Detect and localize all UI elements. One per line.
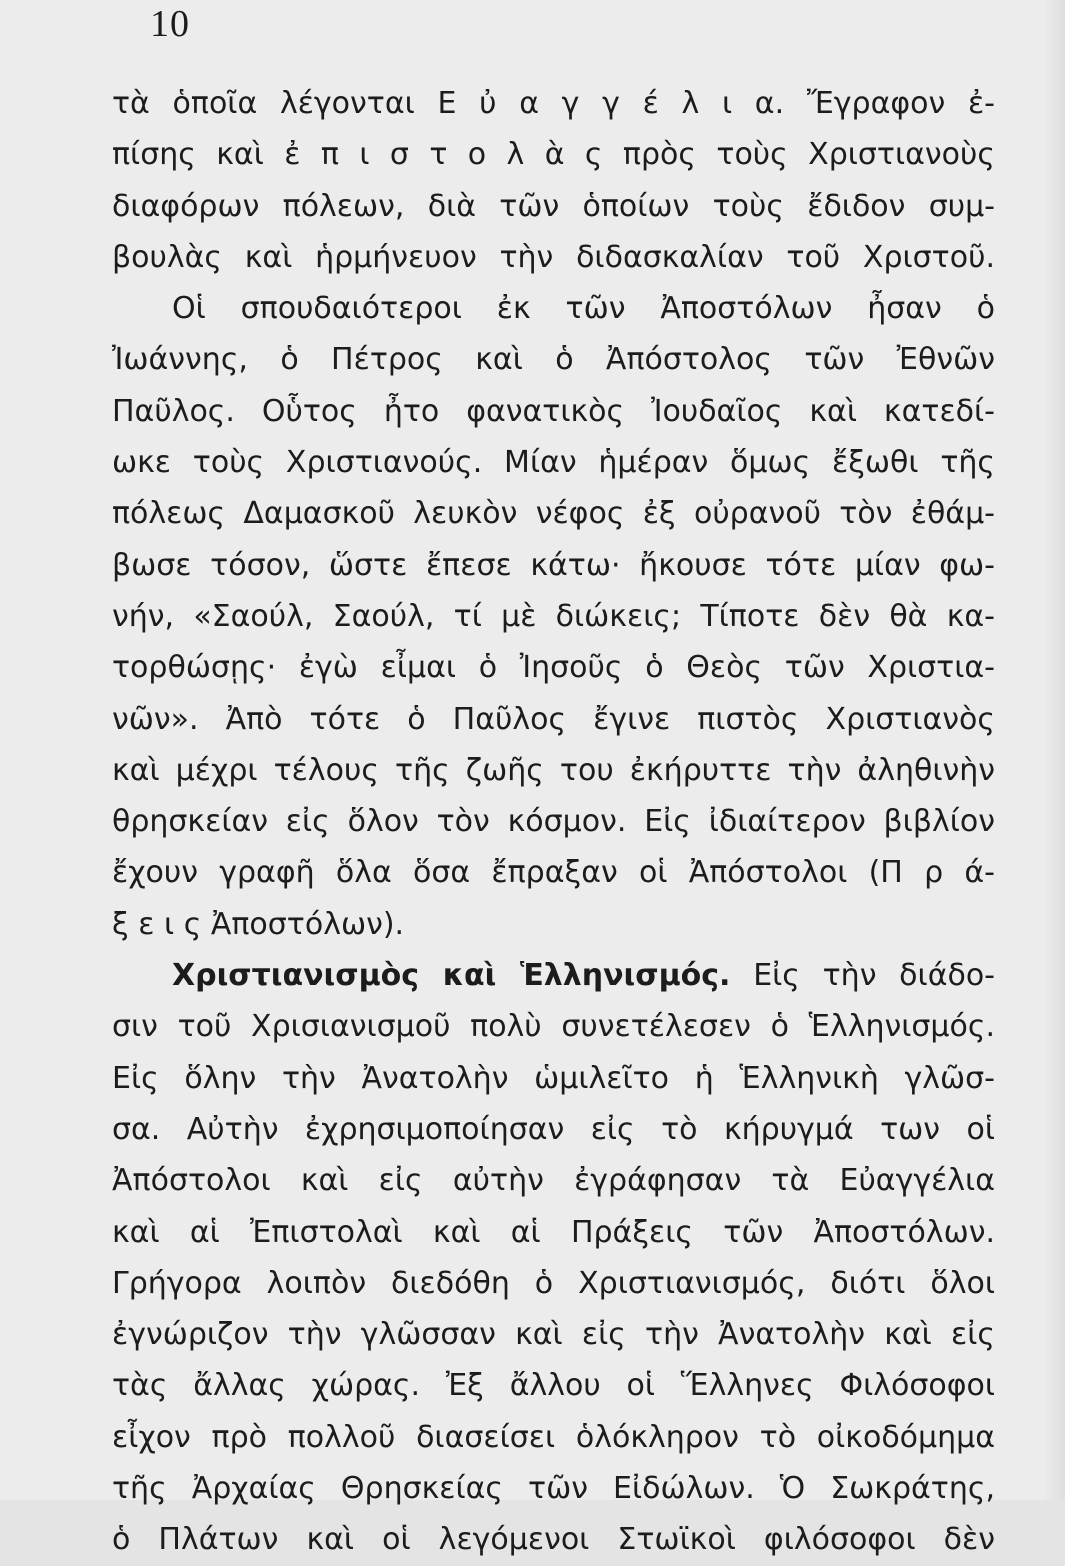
- body-text: [112, 78, 995, 1566]
- text-line: ωκε τοὺς Χριστιανούς. Μίαν ἡμέραν ὅμως ἔξωθι τῆς: [112, 445, 995, 481]
- text-line: εἶχον πρὸ πολλοῦ διασείσει ὁλόκληρον τὸ οἰκοδόμημα: [112, 1419, 995, 1455]
- text-line: Ἀπόστολοι καὶ εἰς αὐτὴν ἐγράφησαν τὰ Εὐαγγέλια: [112, 1163, 995, 1199]
- page-edge-shadow: [1043, 0, 1065, 1500]
- text-line: ἐγνώριζον τὴν γλῶσσαν καὶ εἰς τὴν Ἀνατολὴν καὶ εἰς: [112, 1317, 995, 1353]
- text-line: βουλὰς καὶ ἡρμήνευον τὴν διδασκαλίαν τοῦ Χριστοῦ.: [112, 239, 995, 275]
- paragraph-start-line: [112, 283, 995, 334]
- text-line: ὁ Πλάτων καὶ οἱ λεγόμενοι Στωϊκοὶ φιλόσοφοι δὲν: [112, 1522, 995, 1558]
- section-heading-line: [112, 950, 995, 1001]
- text-line: βωσε τόσον, ὥστε ἔπεσε κάτω· ἤκουσε τότε μίαν φω-: [112, 547, 995, 583]
- text-line: Οἱ σπουδαιότεροι ἐκ τῶν Ἀποστόλων ἦσαν ὁ: [172, 291, 995, 327]
- text-line: σα. Αὐτὴν ἐχρησιμοποίησαν εἰς τὸ κήρυγμά των οἱ: [112, 1111, 995, 1147]
- text-line: πόλεως Δαμασκοῦ λευκὸν νέφος ἐξ οὐρανοῦ τὸν ἐθάμ-: [112, 496, 995, 532]
- text-line: θρησκείαν εἰς ὅλον τὸν κόσμον. Εἰς ἰδιαίτερον βιβλίον: [112, 804, 995, 840]
- section-heading: Χριστιανισμὸς καὶ Ἑλληνισμός.: [172, 958, 731, 994]
- text-line: Γρήγορα λοιπὸν διεδόθη ὁ Χριστιανισμός, διότι ὅλοι: [112, 1265, 995, 1301]
- page-number: 10: [150, 3, 190, 45]
- text-line: σιν τοῦ Χρισιανισμοῦ πολὺ συνετέλεσεν ὁ Ἑλληνισμός.: [112, 1009, 995, 1045]
- text-line: τορθώσῃς· ἐγὼ εἶμαι ὁ Ἰησοῦς ὁ Θεὸς τῶν Χριστια-: [112, 650, 995, 686]
- text-line: διαφόρων πόλεων, διὰ τῶν ὁποίων τοὺς ἔδιδον συμ-: [112, 188, 995, 224]
- text-line: καὶ αἱ Ἐπιστολαὶ καὶ αἱ Πράξεις τῶν Ἀποστόλων.: [112, 1214, 995, 1250]
- text-line: Ἰωάννης, ὁ Πέτρος καὶ ὁ Ἀπόστολος τῶν Ἐθνῶν: [112, 342, 995, 378]
- text-line: τὰς ἄλλας χώρας. Ἐξ ἄλλου οἱ Ἕλληνες Φιλόσοφοι: [112, 1368, 995, 1404]
- text-line: πίσης καὶ ἐ π ι σ τ ο λ ὰ ς πρὸς τοὺς Χριστιανοὺς: [112, 137, 995, 173]
- text-line: Εἰς ὅλην τὴν Ἀνατολὴν ὡμιλεῖτο ἡ Ἑλληνικὴ γλῶσ-: [112, 1060, 995, 1096]
- text-line: νήν, «Σαούλ, Σαούλ, τί μὲ διώκεις; Τίποτε δὲν θὰ κα-: [112, 598, 995, 634]
- text-line: τὰ ὁποῖα λέγονται Ε ὐ α γ γ έ λ ι α. Ἔγραφον ἐ-: [112, 86, 995, 121]
- text-line: τῆς Ἀρχαίας Θρησκείας τῶν Εἰδώλων. Ὁ Σωκράτης,: [112, 1471, 995, 1507]
- text-line: καὶ μέχρι τέλους τῆς ζωῆς του ἐκήρυττε τὴν ἀληθινὴν: [112, 752, 995, 788]
- text-line: ἔχουν γραφῆ ὅλα ὅσα ἔπραξαν οἱ Ἀπόστολοι (Π ρ ά-: [112, 855, 995, 891]
- text-line: ξ ε ι ς Ἀποστόλων).: [112, 906, 405, 942]
- text-line: Εἰς τὴν διάδο-: [753, 958, 995, 994]
- text-line: Παῦλος. Οὗτος ἦτο φανατικὸς Ἰουδαῖος καὶ κατεδί-: [112, 393, 995, 429]
- text-line: νῶν». Ἀπὸ τότε ὁ Παῦλος ἔγινε πιστὸς Χριστιανὸς: [112, 701, 995, 737]
